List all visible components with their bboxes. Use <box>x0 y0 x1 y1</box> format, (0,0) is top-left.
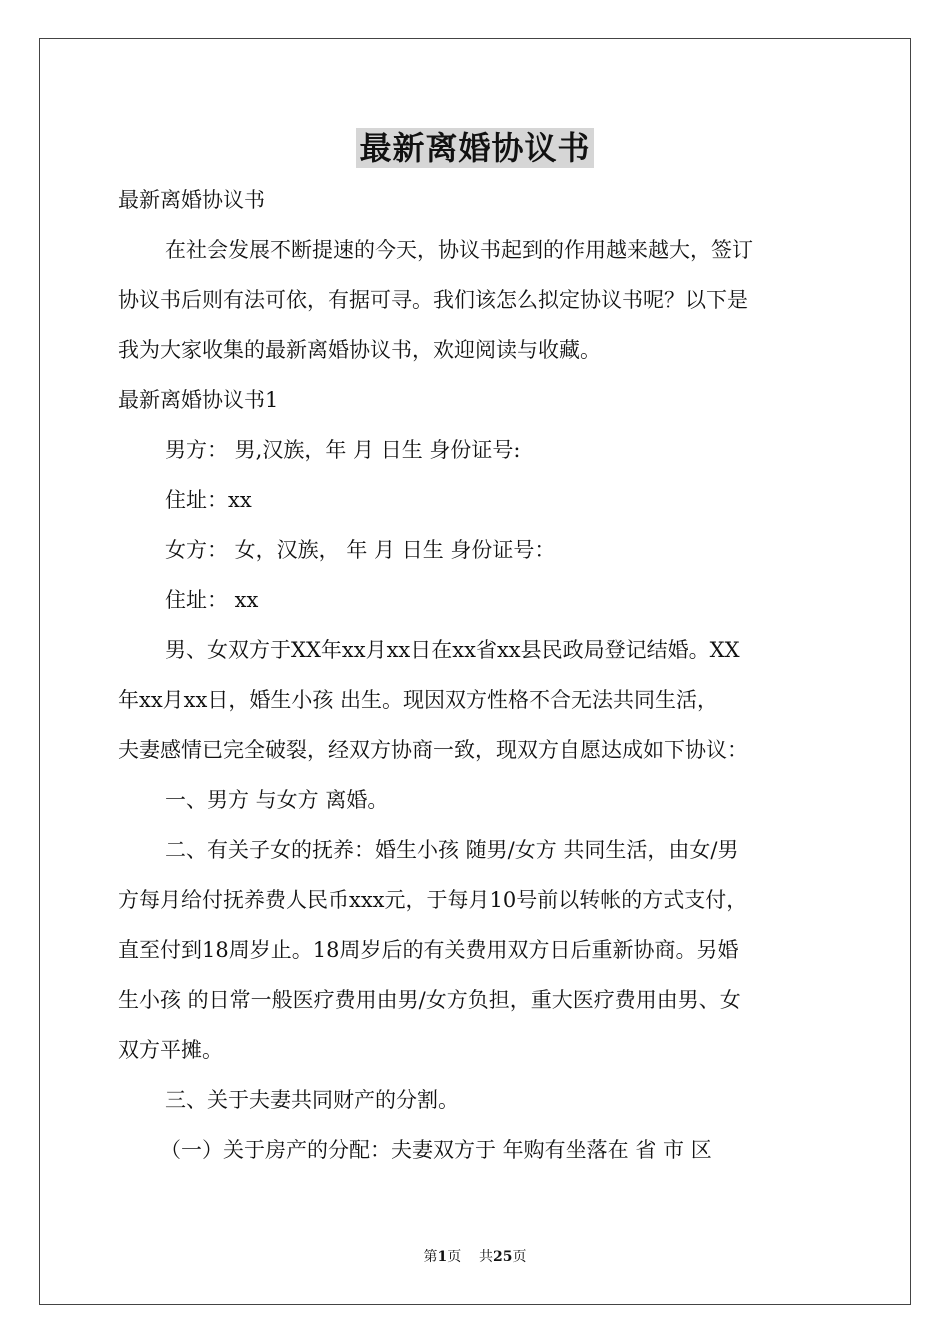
clause-3-1: （一）关于房产的分配：夫妻双方于 年购有坐落在 省 市 区 <box>160 1138 712 1162</box>
current-page-number: 1 <box>437 1249 448 1265</box>
footer-prefix: 第 <box>423 1249 438 1265</box>
clause-1: 一、男方 与女方 离婚。 <box>165 788 389 812</box>
document-title-wrap <box>0 128 950 168</box>
intro-line: 在社会发展不断提速的今天，协议书起到的作用越来越大，签订 <box>165 238 753 262</box>
male-party-line: 男方： 男,汉族，年 月 日生 身份证号: <box>165 438 521 462</box>
total-page-number: 25 <box>493 1249 513 1265</box>
clause-2-line: 生小孩 的日常一般医疗费用由男/女方负担，重大医疗费用由男、女 <box>118 988 741 1012</box>
marriage-line: 年xx月xx日，婚生小孩 出生。现因双方性格不合无法共同生活， <box>118 688 719 712</box>
document-title: 最新离婚协议书 <box>356 128 593 168</box>
female-party-line: 女方： 女，汉族， 年 月 日生 身份证号： <box>165 538 556 562</box>
female-address-line: 住址： xx <box>165 588 259 612</box>
clause-2-line: 二、有关子女的抚养：婚生小孩 随男/女方 共同生活，由女/男 <box>165 838 739 862</box>
clause-2-line: 方每月给付抚养费人民币xxx元，于每月10号前以转帐的方式支付， <box>118 888 748 912</box>
intro-line: 我为大家收集的最新离婚协议书，欢迎阅读与收藏。 <box>118 338 601 362</box>
clause-2-line: 双方平摊。 <box>118 1038 223 1062</box>
male-address-line: 住址：xx <box>165 488 252 512</box>
document-subtitle: 最新离婚协议书 <box>118 188 265 212</box>
marriage-line: 男、女双方于XX年xx月xx日在xx省xx县民政局登记结婚。XX <box>165 638 740 662</box>
page-border <box>39 38 911 1305</box>
section-heading: 最新离婚协议书1 <box>118 388 279 412</box>
footer-mid: 页 共 <box>447 1249 494 1265</box>
marriage-line: 夫妻感情已完全破裂，经双方协商一致，现双方自愿达成如下协议： <box>118 738 748 762</box>
clause-3: 三、关于夫妻共同财产的分割。 <box>165 1088 459 1112</box>
page-footer <box>0 1248 950 1266</box>
intro-line: 协议书后则有法可依，有据可寻。我们该怎么拟定协议书呢？以下是 <box>118 288 748 312</box>
footer-suffix: 页 <box>512 1249 527 1265</box>
clause-2-line: 直至付到18周岁止。18周岁后的有关费用双方日后重新协商。另婚 <box>118 938 739 962</box>
